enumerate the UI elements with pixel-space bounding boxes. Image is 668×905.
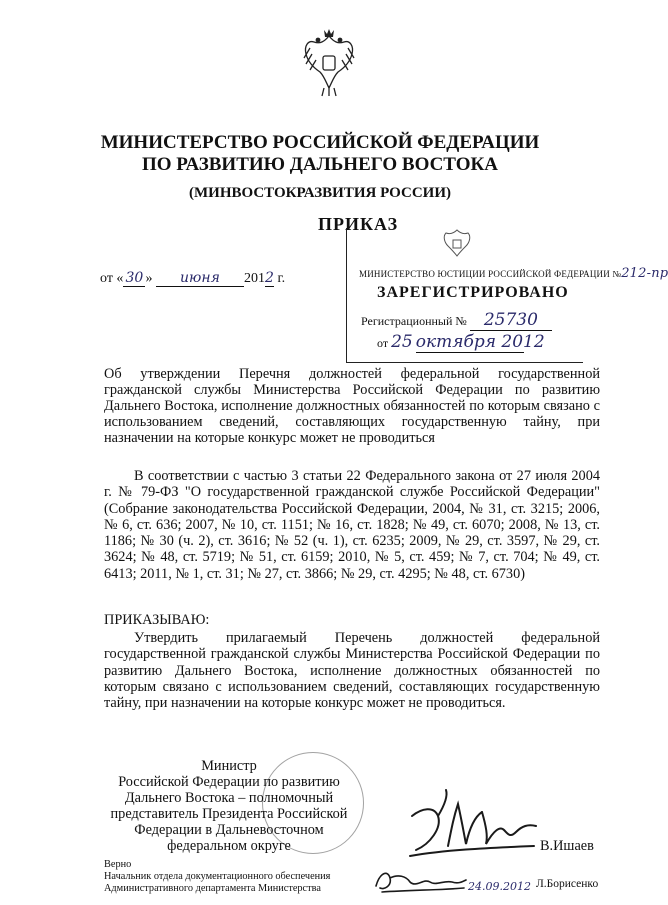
stamp-reg-number-value: 25730: [470, 310, 552, 331]
stamp-date: от 25 октября 2012: [377, 332, 545, 352]
stamp-date-month-year: октября 2012: [415, 332, 545, 352]
order-text: Утвердить прилагаемый Перечень должностей федеральной государственной гражданской службы Министерства Российской Федерации по развитию Дальнего Востока, исполнение должностных обязанностей по которым связано с использованием сведений, составляющих государственную тайну, при назначении на которые конкурс может не проводиться.: [104, 630, 600, 712]
stamp-registered: ЗАРЕГИСТРИРОВАНО: [377, 284, 569, 301]
stamp-top-line: МИНИСТЕРСТВО ЮСТИЦИИ РОССИЙСКОЙ ФЕДЕРАЦИИ №212-пр: [359, 266, 668, 281]
registration-stamp: [346, 228, 668, 363]
verifier-name: Л.Борисенко: [536, 878, 599, 890]
verifier-signature-icon: [372, 864, 468, 896]
minister-title-block: Министр Российской Федерации по развитию Дальнего Востока – полномочный представитель Президента Российской Федерации в Дальневосточном федеральном округе: [110, 758, 348, 854]
order-title: ПРИКАЗ: [318, 214, 399, 234]
date-day: 30: [123, 270, 145, 287]
stamp-doc-number: 212-пр: [621, 266, 668, 281]
date-year-digit: 2: [264, 270, 274, 286]
order-subject: Об утверждении Перечня должностей федеральной государственной гражданской службы Министерства Российской Федерации по развитию Дальнего Востока, исполнение должностных обязанностей по которым связано с использованием сведений, составляющих государственную тайну, при назначении на которые конкурс может не проводиться: [104, 366, 600, 446]
ministry-abbreviation: (МИНВОСТОКРАЗВИТИЯ РОССИИ): [189, 185, 451, 201]
date-year-prefix: 201: [243, 271, 265, 286]
ministry-name-line1: МИНИСТЕРСТВО РОССИЙСКОЙ ФЕДЕРАЦИИ: [100, 132, 540, 153]
verification-block: Верно Начальник отдела документационного обеспечения Административного департамента Министерства: [104, 859, 331, 895]
verification-date: 24.09.2012: [468, 880, 531, 893]
date-sep: »: [145, 271, 153, 286]
legal-basis-paragraph: В соответствии с частью 3 статьи 22 Федерального закона от 27 июля 2004 г. № 79-ФЗ "О государственной гражданской службе Российской Федерации" (Собрание законодательства Российской Федерации, 2004, № 31, ст. 3215; 2006, № 6, ст. 636; 2007, № 10, ст. 1151; № 16, ст. 1828; № 49, ст. 6070; 2008, № 13, ст. 1186; № 30 (ч. 2), ст. 3616; № 52 (ч. 1), ст. 6235; 2009, № 29, ст. 3597, № 29, ст. 3624; № 48, ст. 5719; № 51, ст. 6159; 2010, № 5, ст. 459; № 7, ст. 704; № 49, ст. 6413; 2011, № 1, ст. 31; № 27, ст. 3866; № 29, ст. 4295; № 48, ст. 6730): [104, 468, 600, 582]
date-month: июня: [156, 270, 244, 287]
stamp-emblem-icon: [439, 224, 475, 260]
minister-signature-icon: [404, 786, 544, 866]
date-suffix: г.: [277, 271, 286, 286]
date-prefix: от «: [100, 271, 124, 286]
minister-name: В.Ишаев: [540, 838, 594, 854]
stamp-date-day: 25: [391, 332, 413, 352]
ministry-name-line2: ПО РАЗВИТИЮ ДАЛЬНЕГО ВОСТОКА: [141, 154, 499, 175]
stamp-reg-number: Регистрационный № 25730: [361, 310, 552, 331]
order-date: [100, 270, 285, 287]
order-word: ПРИКАЗЫВАЮ:: [104, 612, 210, 628]
state-emblem-icon: [300, 28, 358, 98]
